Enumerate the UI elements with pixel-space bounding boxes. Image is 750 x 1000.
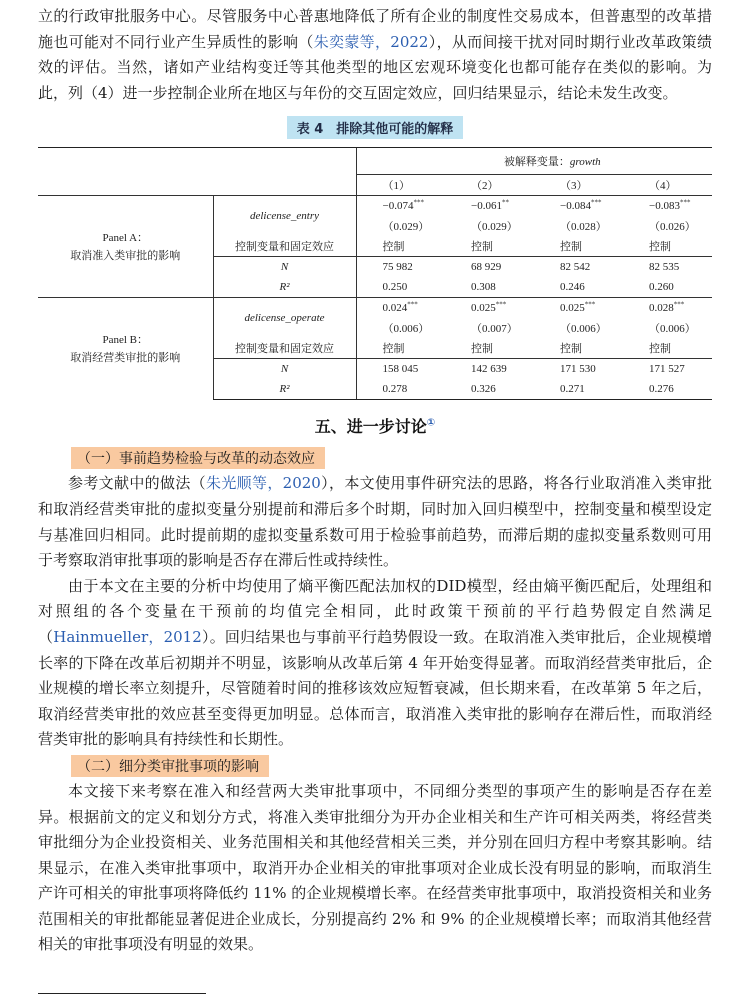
subsection-heading-2: （二）细分类审批事项的影响 xyxy=(71,755,269,777)
column-number-row xyxy=(38,175,712,196)
n-cell: 82 535 xyxy=(623,257,712,278)
r2-cell: 0.326 xyxy=(445,379,534,400)
control-cell: 控制 xyxy=(471,241,493,254)
citation-link[interactable]: 朱奕蒙等，2022 xyxy=(313,32,429,51)
table-caption: 表 4 排除其他可能的解释 xyxy=(287,116,464,139)
control-label: 控制变量和固定效应 xyxy=(213,236,356,257)
control-cell: 控制 xyxy=(649,343,671,356)
footnote-rule xyxy=(38,993,206,994)
table-header-row xyxy=(38,148,712,175)
panel-b-label: Panel B： 取消经营类审批的影响 xyxy=(38,298,213,400)
footnote-marker[interactable]: ① xyxy=(426,418,436,430)
control-label: 控制变量和固定效应 xyxy=(213,338,356,359)
control-cell: 控制 xyxy=(560,343,582,356)
coef-cell: −0.061** xyxy=(445,196,534,217)
subsection-heading-1: （一）事前趋势检验与改革的动态效应 xyxy=(71,447,325,469)
r2-cell: 0.271 xyxy=(534,379,623,400)
coef-cell: −0.084*** xyxy=(534,196,623,217)
dependent-variable-header: 被解释变量：growth xyxy=(356,148,712,175)
n-cell: 171 530 xyxy=(534,359,623,380)
intro-paragraph xyxy=(38,4,712,106)
panel-b-coef-row xyxy=(38,298,712,319)
r2-label: R² xyxy=(213,277,356,298)
se-cell: （0.006） xyxy=(649,323,696,336)
coef-cell: 0.025*** xyxy=(534,298,623,319)
n-cell: 75 982 xyxy=(356,257,445,278)
r2-cell: 0.308 xyxy=(471,281,496,294)
n-cell: 171 527 xyxy=(623,359,712,380)
coef-cell: −0.074*** xyxy=(356,196,445,217)
se-cell: （0.006） xyxy=(356,318,445,338)
section-heading: 五、进一步讨论① xyxy=(314,417,436,437)
variable-name: delicense_operate xyxy=(213,298,356,339)
r2-cell: 0.250 xyxy=(356,277,445,298)
body-paragraph: 参考文献中的做法（朱光顺等，2020），本文使用事件研究法的思路，将各行业取消准入类审批和取消经营类审批的虚拟变量分别提前和滞后多个时期，同时加入回归模型中，控制变量和模型设定与基准回归相同。此时提前期的虚拟变量系数可用于检验事前趋势，而滞后期的虚拟变量系数则可用于考察取消审批事项的影响是否存在滞后性或持续性。 xyxy=(38,474,712,570)
body-paragraph: 由于本文在主要的分析中均使用了熵平衡匹配法加权的DID模型，经由熵平衡匹配后，处理组和对照组的各个变量在干预前的均值完全相同，此时政策干预前的平行趋势假定自然满足（Hainmueller，2012）。回归结果也与事前平行趋势假设一致。在取消准入类审批后，企业规模增长率的下降在改革后初期并不明显，该影响从改革后第 4 年开始变得显著。而取消经营类审批后，企业规模的增长率立刻提升，尽管随着时间的推移该效应短暂衰减，但长期来看，在改革第 5 年之后，取消经营类审批的效应甚至变得更加明显。总体而言，取消准入类审批的影响存在滞后性，而取消经营类审批的影响具有持续性和长期性。 xyxy=(38,576,712,749)
coef-cell: 0.028*** xyxy=(623,298,712,319)
column-header: （3） xyxy=(534,175,623,196)
panel-a-label: Panel A： 取消准入类审批的影响 xyxy=(38,196,213,298)
se-cell: （0.029） xyxy=(356,216,445,236)
control-cell: 控制 xyxy=(356,338,445,359)
se-cell: （0.006） xyxy=(560,323,607,336)
column-header: （1） xyxy=(356,175,445,196)
n-cell: 82 542 xyxy=(534,257,623,278)
se-cell: （0.026） xyxy=(649,221,696,234)
coef-cell: 0.024*** xyxy=(356,298,445,319)
column-header: （4） xyxy=(623,175,712,196)
panel-a-coef-row xyxy=(38,196,712,217)
control-cell: 控制 xyxy=(471,343,493,356)
se-cell: （0.028） xyxy=(560,221,607,234)
n-cell: 158 045 xyxy=(356,359,445,380)
body-paragraph: 本文接下来考察在准入和经营两大类审批事项中，不同细分类型的事项产生的影响是否存在差异。根据前文的定义和划分方式，将准入类审批细分为开办企业相关和生产许可相关两类，将经营类审批细分为企业投资相关、业务范围相关和其他经营相关三类，并分别在回归方程中考察其影响。结果显示，在准入类审批事项中，取消开办企业相关的审批事项对企业成长没有明显的影响，而取消生产许可相关的审批事项将降低约 11% 的企业规模增长率。在经营类审批事项中，取消投资相关和业务范围相关的审批都能显著促进企业成长，分别提高约 2% 和 9% 的企业规模增长率；而取消其他经营相关的审批事项没有明显的效果。 xyxy=(38,781,712,954)
r2-label: R² xyxy=(213,379,356,400)
control-cell: 控制 xyxy=(560,241,582,254)
intro-text-1: 立的行政审批服务中心。尽管服务中心普惠地降低了所有企业的制度性交易成本，但普惠型的改革措施也可能对不同行业产生异质性的影响（ xyxy=(38,7,712,51)
table-caption-wrap xyxy=(38,116,712,139)
control-cell: 控制 xyxy=(356,236,445,257)
r2-cell: 0.276 xyxy=(623,379,712,400)
r2-cell: 0.278 xyxy=(356,379,445,400)
n-cell: 68 929 xyxy=(445,257,534,278)
control-cell: 控制 xyxy=(649,241,671,254)
se-cell: （0.007） xyxy=(471,323,518,336)
r2-cell: 0.260 xyxy=(649,281,674,294)
n-label: N xyxy=(213,257,356,278)
n-cell: 142 639 xyxy=(445,359,534,380)
r2-cell: 0.246 xyxy=(560,281,585,294)
citation-link[interactable]: Hainmueller，2012 xyxy=(53,627,202,646)
regression-table xyxy=(38,147,712,400)
coef-cell: −0.083*** xyxy=(623,196,712,217)
page xyxy=(38,4,712,958)
citation-link[interactable]: 朱光顺等，2020 xyxy=(206,474,321,493)
variable-name: delicense_entry xyxy=(213,196,356,237)
intro-text-2: ），从而间接干扰对同时期行业改革政策绩效的评估。当然，诸如产业结构变迁等其他类型的地区宏观环境变化也都可能存在类似的影响。为此，列（4）进一步控制企业所在地区与年份的交互固定效应，回归结果显示，结论未发生改变。 xyxy=(38,32,712,102)
n-label: N xyxy=(213,359,356,380)
column-header: （2） xyxy=(445,175,534,196)
se-cell: （0.029） xyxy=(471,221,518,234)
coef-cell: 0.025*** xyxy=(445,298,534,319)
